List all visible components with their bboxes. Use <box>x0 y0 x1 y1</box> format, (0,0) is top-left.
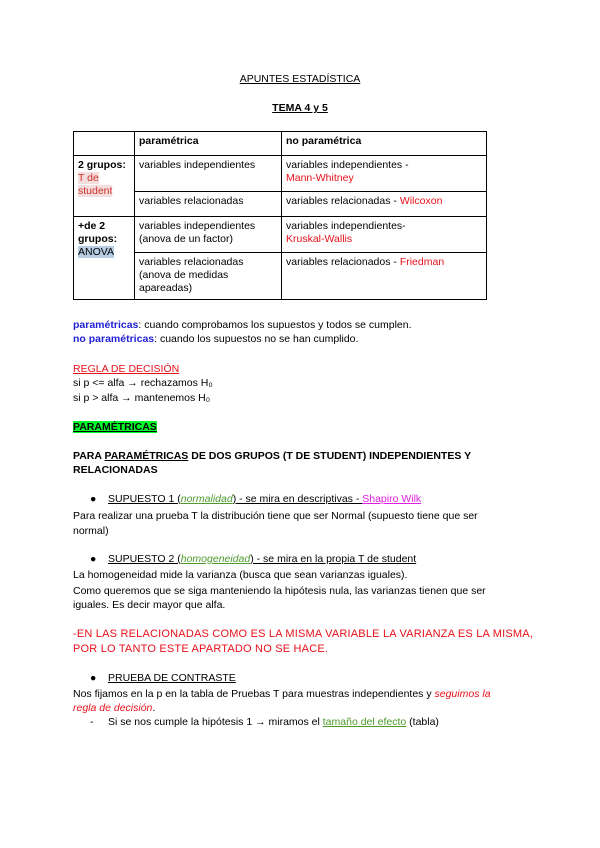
cell-text: variables relacionadas - <box>286 195 400 207</box>
bullet-icon: ● <box>90 493 97 505</box>
test-name: Mann-Whitney <box>286 172 354 184</box>
row-label-more-groups <box>74 217 135 300</box>
decision-rule-heading: REGLA DE DECISIÓN <box>73 363 180 375</box>
bullet-icon: ● <box>90 553 97 565</box>
table-cell: variables independientes (anova de un factor) <box>135 217 282 253</box>
definition-text: : cuando los supuestos no se han cumplido. <box>154 333 359 345</box>
paragraph-line: Como queremos que se siga manteniendo la hipótesis nula, las varianzas tienen que ser <box>73 585 486 597</box>
row-label-highlight: T de student <box>78 172 113 197</box>
document-subtitle: TEMA 4 y 5 <box>272 102 328 114</box>
dash-text: (tabla) <box>406 716 439 728</box>
table-cell: variables independientes <box>135 156 282 192</box>
supuesto-keyword: homogeneidad <box>180 553 251 565</box>
table-row <box>74 192 487 217</box>
test-name: Wilcoxon <box>399 195 443 207</box>
definition-label: no paramétricas <box>73 333 155 345</box>
cell-text: variables relacionados - <box>286 256 400 268</box>
table-row <box>74 217 487 253</box>
row-label-bold: 2 grupos: <box>78 159 126 171</box>
table-cell: variables relacionadas <box>135 192 282 217</box>
test-name: Friedman <box>399 256 445 268</box>
row-label-bold: +de 2 grupos: <box>78 220 118 245</box>
table-cell: variables relacionadas (anova de medidas apareadas) <box>135 253 282 300</box>
paragraph-line: iguales. Es decir mayor que alfa. <box>73 599 226 611</box>
section-heading <box>73 449 471 463</box>
supuesto-keyword: normalidad <box>180 493 233 505</box>
document-title: APUNTES ESTADÍSTICA <box>239 73 361 85</box>
dash-text: Si se nos cumple la hipótesis 1 → miramos el <box>108 716 323 728</box>
row-label-2-groups <box>74 156 135 217</box>
paragraph-line: Para realizar una prueba T la distribución tiene que ser Normal (supuesto tiene que ser <box>73 510 478 522</box>
supuesto-2-heading <box>108 553 416 565</box>
paragraph-text: . <box>152 702 156 714</box>
warning-line: -EN LAS RELACIONADAS COMO ES LA MISMA VARIABLE LA VARIANZA ES LA MISMA, <box>73 628 534 640</box>
table-header-nonparametric: no paramétrica <box>282 132 487 156</box>
paragraph-line <box>73 701 155 715</box>
table-cell <box>282 253 487 300</box>
table-header-parametric: paramétrica <box>135 132 282 156</box>
table-row <box>74 253 487 300</box>
dash-item <box>108 716 439 728</box>
supuesto-test: Shapiro Wilk <box>362 493 422 505</box>
cell-text: variables independientes - <box>286 159 409 171</box>
table-cell <box>282 192 487 217</box>
table-header-empty <box>74 132 135 156</box>
highlighted-heading: PARAMÉTRICAS <box>73 421 157 433</box>
definition-parametric <box>73 318 412 332</box>
dash-icon: - <box>90 716 94 728</box>
heading-prefix: PARA <box>73 450 105 462</box>
row-label-highlight: ANOVA <box>78 246 114 258</box>
effect-size-link[interactable]: tamaño del efecto <box>322 716 407 728</box>
table-row <box>74 156 487 192</box>
decision-rule-line: si p <= alfa → rechazamos H₀ <box>73 377 213 389</box>
table-cell <box>282 156 487 192</box>
warning-line: POR LO TANTO ESTE APARTADO NO SE HACE. <box>73 643 329 655</box>
decision-rule-line: si p > alfa → mantenemos H₀ <box>73 392 211 404</box>
supuesto-middle: ) - se mira en descriptivas - <box>232 493 363 505</box>
paragraph-line: normal) <box>73 525 109 537</box>
definition-nonparametric <box>73 332 358 346</box>
paragraph-text: Nos fijamos en la p en la tabla de Pruebas T para muestras independientes y <box>73 688 435 700</box>
tests-table <box>73 131 487 300</box>
emphasis-text: seguimos la <box>434 688 491 700</box>
emphasis-text: regla de decisión <box>73 702 153 714</box>
supuesto-prefix: SUPUESTO 2 ( <box>108 553 181 565</box>
supuesto-1-heading <box>108 493 421 505</box>
bullet-icon: ● <box>90 672 97 684</box>
definition-label: paramétricas <box>73 319 139 331</box>
cell-text: variables independientes- <box>286 220 406 232</box>
parametricas-heading <box>73 420 157 434</box>
table-header-row <box>74 132 487 156</box>
prueba-contraste-heading: PRUEBA DE CONTRASTE <box>108 672 236 684</box>
definition-text: : cuando comprobamos los supuestos y todos se cumplen. <box>138 319 412 331</box>
heading-underlined: PARAMÉTRICAS <box>104 450 189 462</box>
paragraph-line <box>73 687 491 701</box>
section-heading-line2: RELACIONADAS <box>73 464 158 476</box>
paragraph-line: La homogeneidad mide la varianza (busca que sean varianzas iguales). <box>73 569 408 581</box>
test-name: Kruskal-Wallis <box>286 233 353 245</box>
heading-rest: DE DOS GRUPOS (T DE STUDENT) INDEPENDIENTES Y <box>188 450 472 462</box>
supuesto-prefix: SUPUESTO 1 ( <box>108 493 181 505</box>
table-cell <box>282 217 487 253</box>
supuesto-middle: ) - se mira en la propia T de student <box>250 553 417 565</box>
